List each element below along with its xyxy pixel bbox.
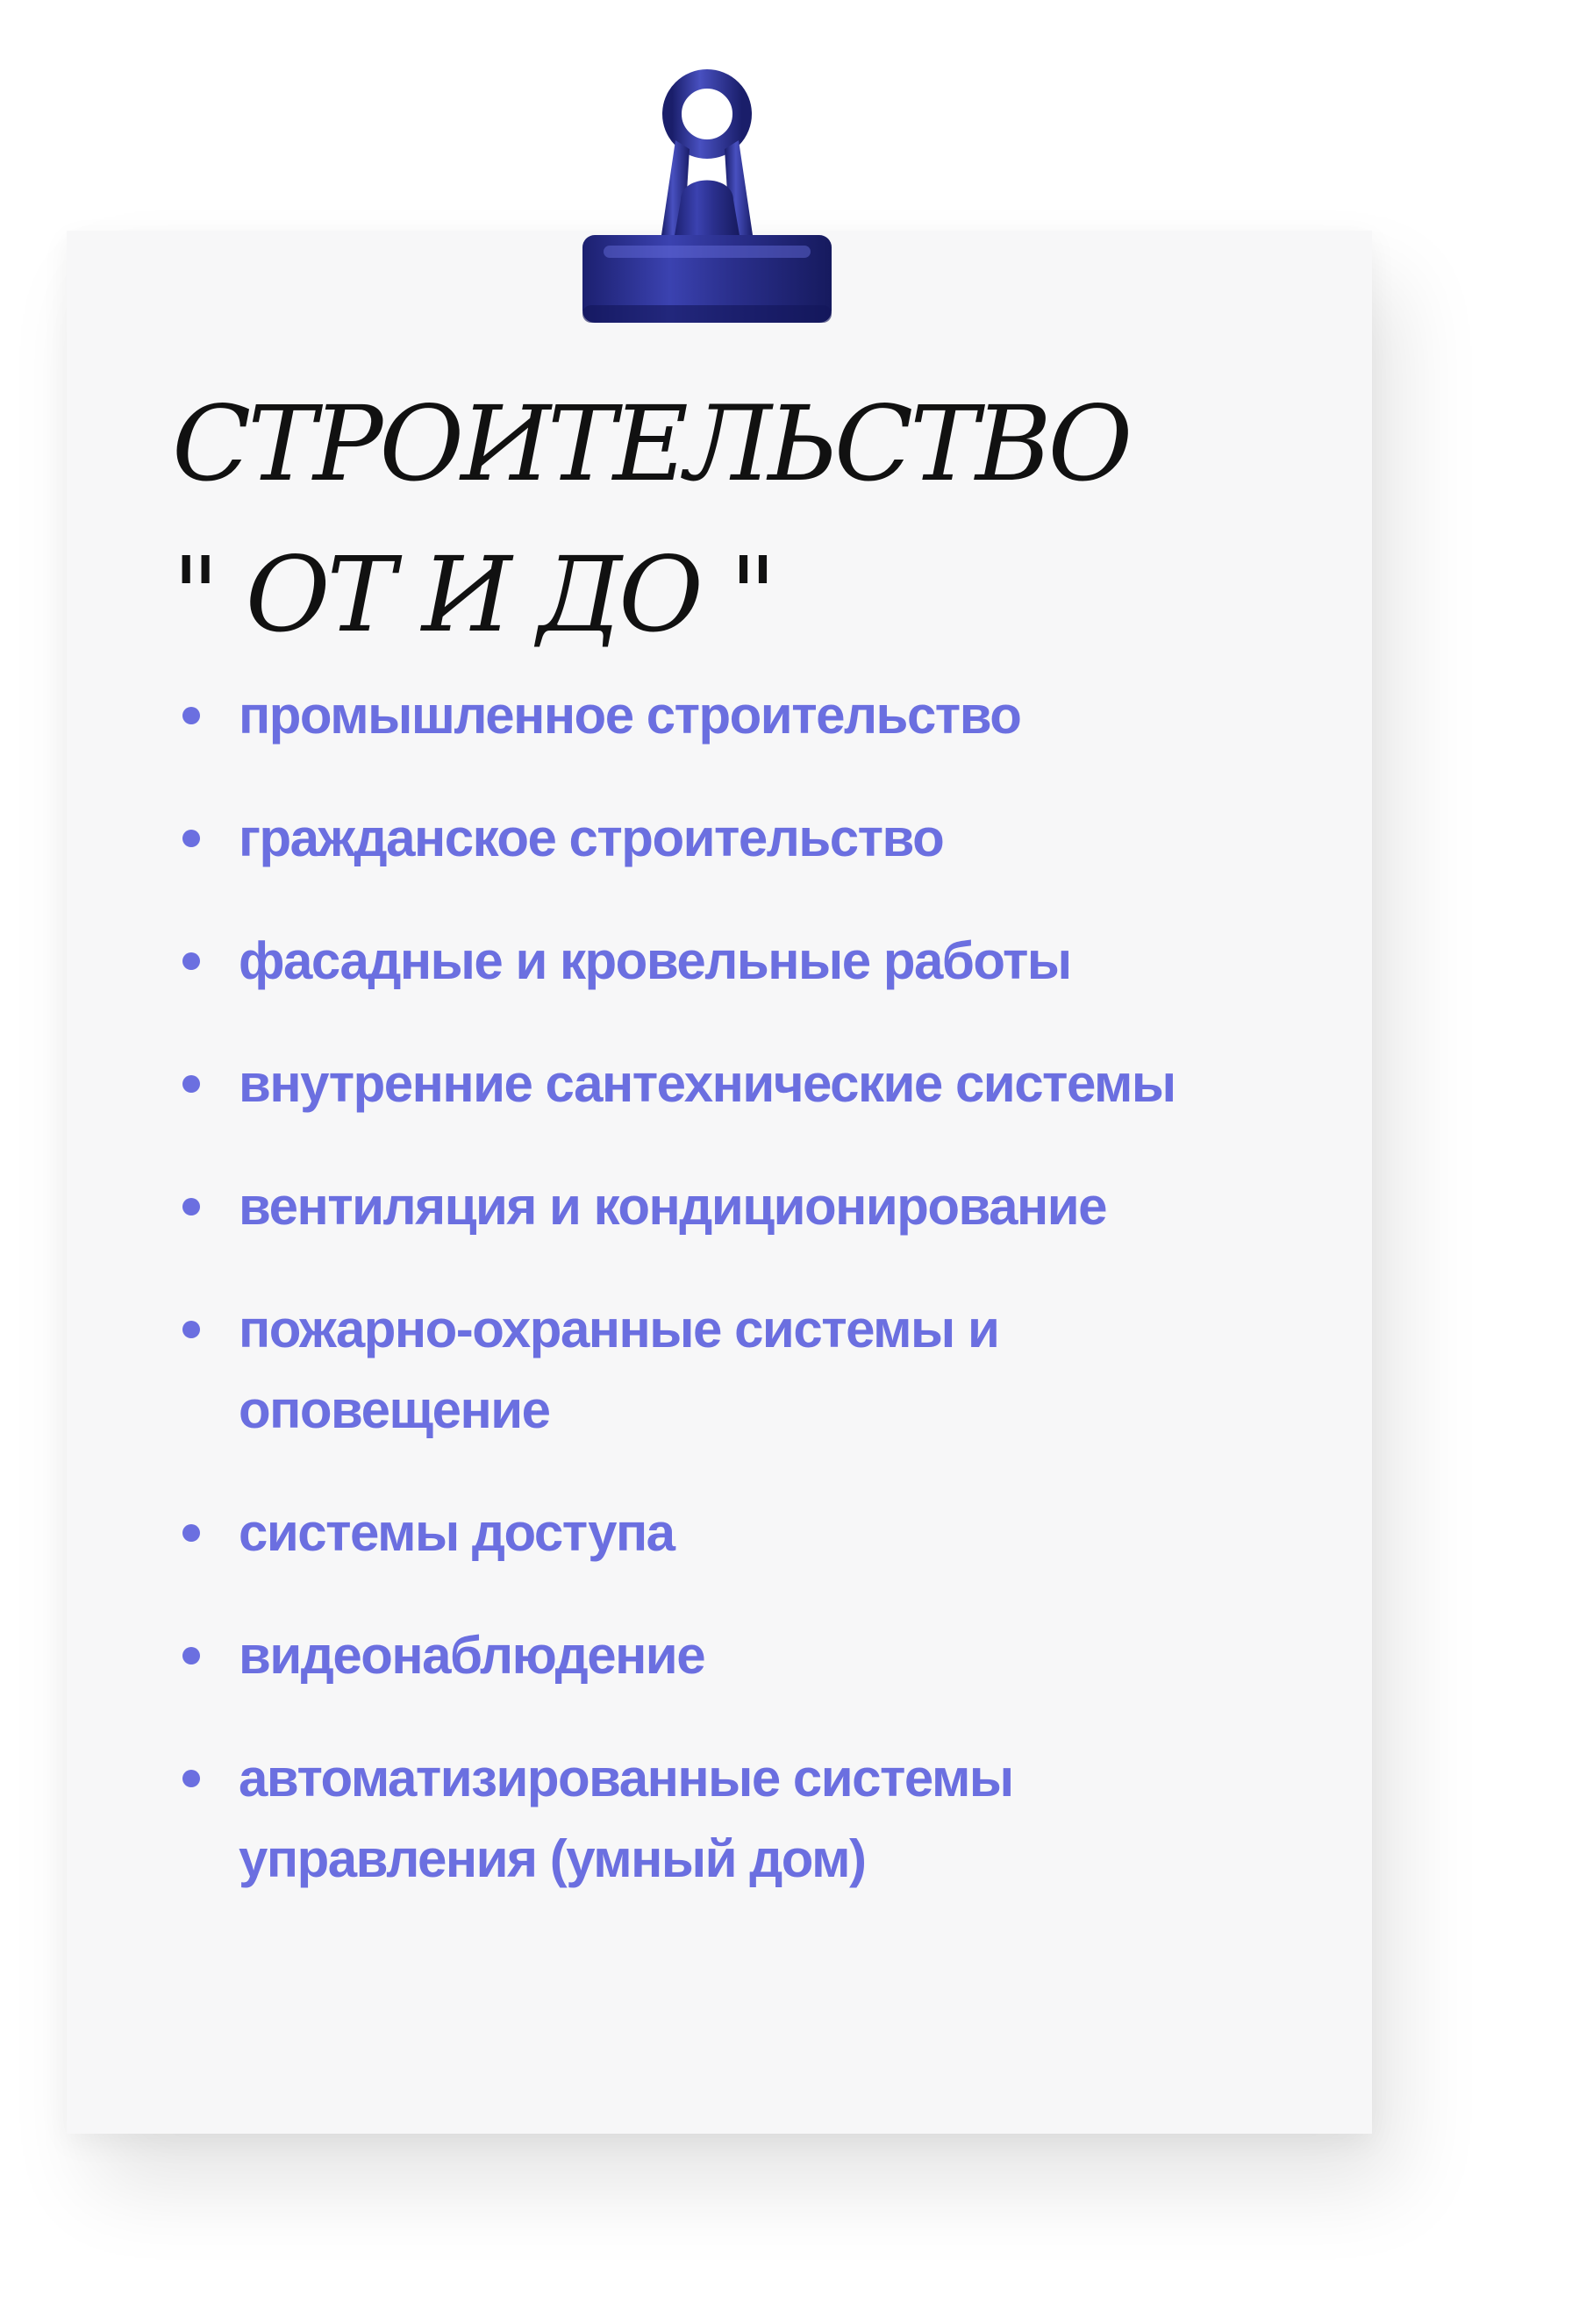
bullet-icon xyxy=(182,1524,200,1542)
bullet-icon xyxy=(182,830,200,847)
bullet-icon xyxy=(182,1321,200,1338)
service-label: промышленное строительство xyxy=(239,686,1021,745)
page-title xyxy=(172,368,1129,670)
service-label: вентиляция и кондиционирование xyxy=(239,1177,1107,1236)
bullet-icon xyxy=(182,952,200,970)
service-label: внутренние сантехнические системы xyxy=(239,1054,1175,1113)
service-list xyxy=(172,675,1312,1942)
service-label: фасадные и кровельные работы xyxy=(239,931,1071,990)
service-label: пожарно-охранные системы и оповещение xyxy=(239,1300,999,1439)
list-item xyxy=(172,675,1312,756)
list-item xyxy=(172,1166,1312,1247)
binder-clip-icon xyxy=(577,68,837,328)
list-item xyxy=(172,1615,1312,1696)
bullet-icon xyxy=(182,1647,200,1665)
bullet-icon xyxy=(182,1075,200,1093)
list-item xyxy=(172,1044,1312,1124)
service-label: системы доступа xyxy=(239,1503,675,1562)
bullet-icon xyxy=(182,707,200,724)
service-label: гражданское строительство xyxy=(239,809,944,867)
list-item xyxy=(172,1738,1312,1900)
list-item xyxy=(172,1289,1312,1451)
list-item xyxy=(172,921,1312,1002)
list-item xyxy=(172,1493,1312,1573)
bullet-icon xyxy=(182,1198,200,1215)
bullet-icon xyxy=(182,1770,200,1787)
service-label: автоматизированные системы управления (умный дом) xyxy=(239,1749,1013,1888)
service-label: видеонаблюдение xyxy=(239,1626,705,1685)
title-line-1: СТРОИТЕЛЬСТВО xyxy=(172,383,1130,504)
title-line-2: " ОТ И ДО " xyxy=(172,534,774,655)
list-item xyxy=(172,798,1312,879)
